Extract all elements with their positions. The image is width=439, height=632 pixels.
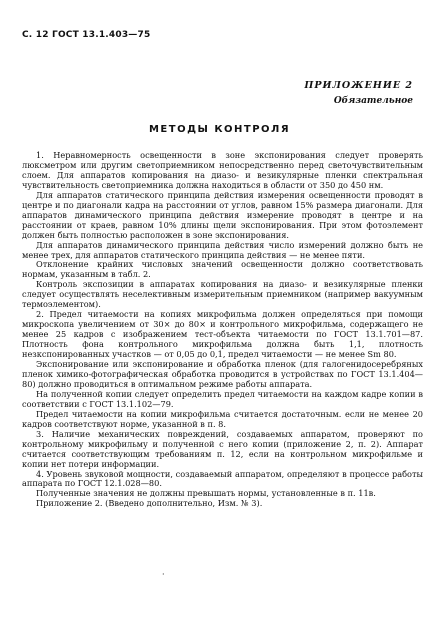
paragraph: Полученные значения не должны превышать нормы, установленные в п. 11в. [36,488,376,499]
paragraph: Контроль экспозиции в аппаратах копирования на диазо- и везикулярные пленки следует осуществлять неселективным измерительным приемником (например вакуумным термоэлементом). [22,279,423,310]
document-body [22,151,423,509]
page-header: С. 12 ГОСТ 13.1.403—75 [22,30,151,40]
footer-mark: · [162,570,165,579]
paragraph: На полученной копии следует определить предел читаемости на каждом кадре копии в соответствии с ГОСТ 13.1.102—79. [22,388,423,409]
appendix-label: ПРИЛОЖЕНИЕ 2 [304,80,413,91]
paragraph: Приложение 2. (Введено дополнительно, Изм. № 3). [36,498,263,509]
paragraph: Для аппаратов статического принципа действия измерения освещенности проводят в центре и по диагонали кадра на расстоянии от углов, равном 15% размера диагонали. Для аппаратов динамического принципа действия измерение проводят в центре и на расстоянии от краев, равном 10% длины щели экспонирования. При этом фотоэлемент должен быть полностью расположен в зоне экспонирования. [22,189,423,240]
paragraph: Предел читаемости на копии микрофильма считается достаточным. если не менее 20 кадров соответствуют норме, указанной в п. 8. [22,408,423,429]
paragraph: 3. Наличие механических повреждений, создаваемых аппаратом, проверяют по контрольному микрофильму и полученной с него копии (приложение 2, п. 2). Аппарат считается соответствующим требованиям п. 12, если на контрольном микрофильме и копии нет потери информации. [22,428,423,469]
appendix-block [304,80,413,106]
paragraph: 2. Предел читаемости на копиях микрофильма должен определяться при помощи микроскопа увеличением от 30× до 80× и контрольного микрофильма, содержащего не менее 25 кадров с изображением тест-объекта читаемости по ГОСТ 13.1.701—87. Плотность фона контрольного микрофильма должна быть 1,1, плотность незкспонированных участков — от 0,05 до 0,1, предел читаемости — не менее Sm 80. [22,309,423,360]
paragraph: Экспонирование или экспонирование и обработка пленок (для галогенидосеребряных пленок химико-фотографическая обработка проводится в устройствах по ГОСТ 13.1.404—80) должно проводиться в оптимальном режиме работы аппарата. [22,359,423,389]
paragraph: 1. Неравномерность освещенности в зоне экспонирования следует проверять люксметром или другим светоприемником непосредственно перед светочувствительным слоем. Для аппаратов копирования на диазо- и везикулярные пленки спектральная чувствительность светоприемника должна находиться в области от 350 до 450 нм. [22,150,423,190]
paragraph: Отклонение крайних числовых значений освещенности должно соответствовать нормам, указанным в табл. 2. [22,259,423,280]
section-title: МЕТОДЫ КОНТРОЛЯ [148,124,291,135]
appendix-status: Обязательное [333,96,413,106]
paragraph: Для аппаратов динамического принципа действия число измерений должно быть не менее трех, для аппаратов статического принципа действия — не менее пяти. [22,239,423,260]
paragraph: 4. Уровень звуковой мощности, создаваемый аппаратом, определяют в процессе работы аппарата по ГОСТ 12.1.028—80. [22,468,423,489]
